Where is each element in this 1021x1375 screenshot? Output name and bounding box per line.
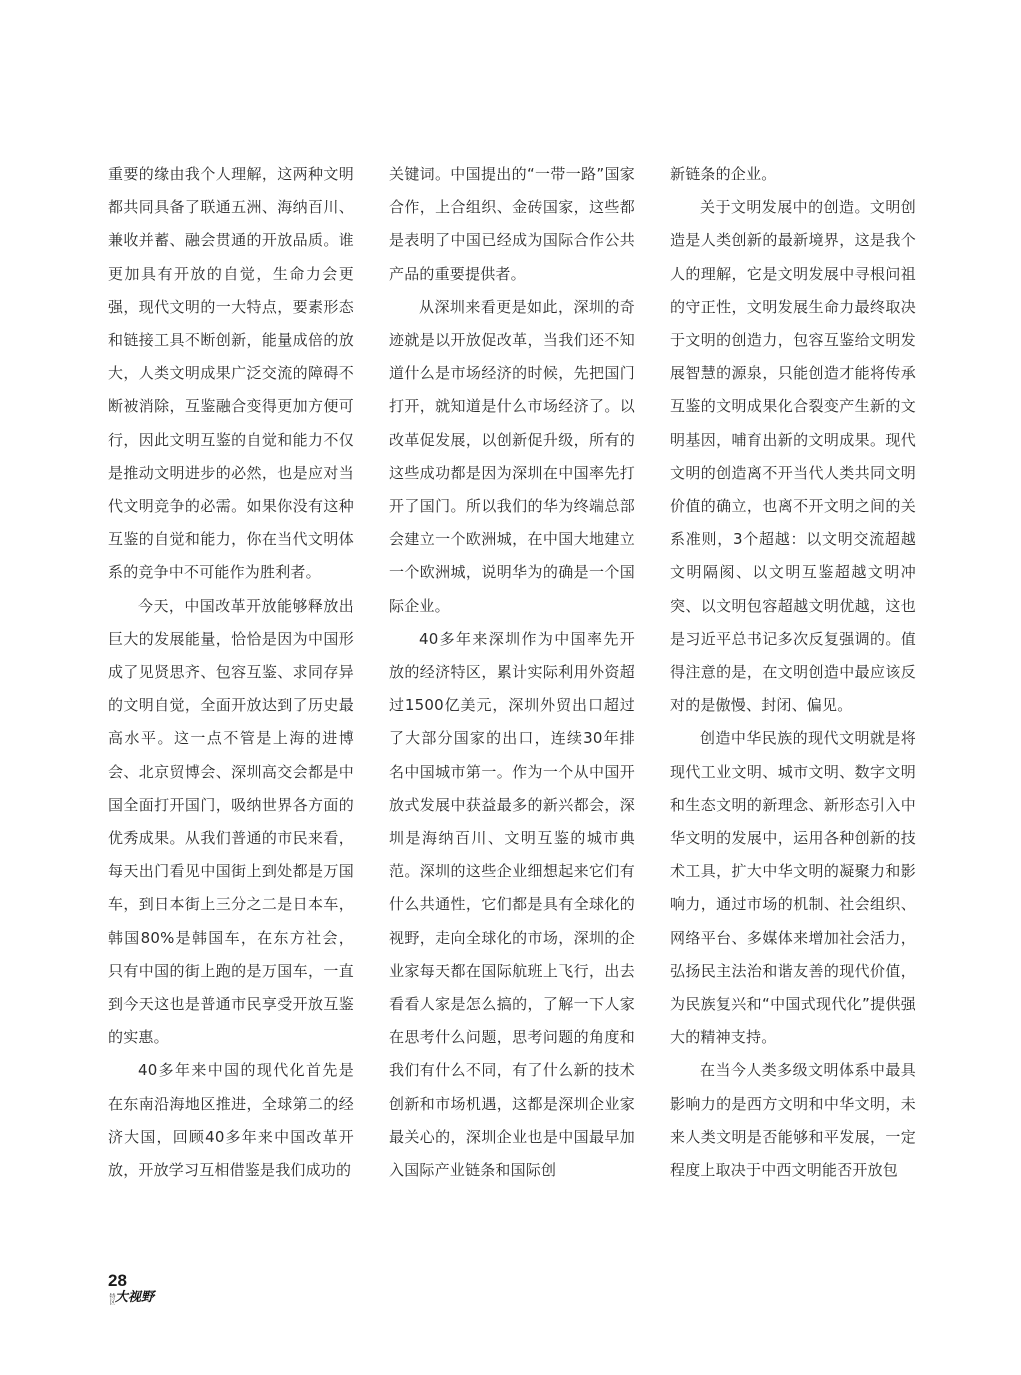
paragraph: 40多年来中国的现代化首先是在东南沿海地区推进，全球第二的经济大国，回顾40多年来中国改革开放，开放学习互相借鉴是我们成功的 xyxy=(108,1061,354,1180)
page-footer xyxy=(108,1272,154,1305)
page-number: 28 xyxy=(108,1271,127,1290)
paragraph: 今天，中国改革开放能够释放出巨大的发展能量，恰恰是因为中国形成了见贤思齐、包容互鉴、求同存异的文明自觉，全面开放达到了历史最高水平。这一点不管是上海的进博会、北京贸博会、深圳高交会都是中国全面打开国门，吸纳世界各方面的优秀成果。从我们普通的市民来看，每天出门看见中国街上到处都是万国车，到日本街上三分之二是日本车，韩国80%是韩国车，在东方社会，只有中国的街上跑的是万国车，一直到今天这也是普通市民享受开放互鉴的实惠。 xyxy=(108,596,354,1047)
magazine-logo-prefix: 特区 xyxy=(108,1293,115,1305)
text-column-3 xyxy=(670,158,916,1187)
magazine-logo-name: 大视野 xyxy=(115,1290,155,1305)
paragraph: 在当今人类多级文明体系中最具影响力的是西方文明和中华文明，未来人类文明是否能够和平发展，一定程度上取决于中西文明能否开放包 xyxy=(670,1061,916,1180)
paragraph: 重要的缘由我个人理解，这两种文明都共同具备了联通五洲、海纳百川、兼收并蓄、融会贯通的开放品质。谁更加具有开放的自觉，生命力会更强，现代文明的一大特点，要素形态和链接工具不断创新，能量成倍的放大，人类文明成果广泛交流的障碍不断被消除，互鉴融合变得更加方便可行，因此文明互鉴的自觉和能力不仅是推动文明进步的必然，也是应对当代文明竞争的必需。如果你没有这种互鉴的自觉和能力，你在当代文明体系的竞争中不可能作为胜利者。 xyxy=(108,165,354,582)
paragraph: 40多年来深圳作为中国率先开放的经济特区，累计实际利用外资超过1500亿美元，深圳外贸出口超过了大部分国家的出口，连续30年排名中国城市第一。作为一个从中国开放式发展中获益最多的新兴都会，深圳是海纳百川、文明互鉴的城市典范。深圳的这些企业细想起来它们有什么共通性，它们都是具有全球化的视野，走向全球化的市场，深圳的企业家每天都在国际航班上飞行，出去看看人家是怎么搞的，了解一下人家在思考什么问题，思考问题的角度和我们有什么不同，有了什么新的技术创新和市场机遇，这都是深圳企业家最关心的，深圳企业也是中国最早加入国际产业链条和国际创 xyxy=(389,629,635,1180)
paragraph: 创造中华民族的现代文明就是将现代工业文明、城市文明、数字文明和生态文明的新理念、新形态引入中华文明的发展中，运用各种创新的技术工具，扩大中华文明的凝聚力和影响力，通过市场的机制、社会组织、网络平台、多媒体来增加社会活力，弘扬民主法治和谐友善的现代价值，为民族复兴和“中国式现代化”提供强大的精神支持。 xyxy=(670,729,916,1047)
text-column-1 xyxy=(108,158,354,1187)
paragraph: 新链条的企业。 xyxy=(670,165,777,183)
paragraph: 关于文明发展中的创造。文明创造是人类创新的最新境界，这是我个人的理解，它是文明发展中寻根问祖的守正性，文明发展生命力最终取决于文明的创造力，包容互鉴给文明发展智慧的源泉，只能创造才能将传承互鉴的文明成果化合裂变产生新的文明基因，哺育出新的文明成果。现代文明的创造离不开当代人类共同文明价值的确立，也离不开文明之间的关系准则，3个超越：以文明交流超越文明隔阂、以文明互鉴超越文明冲突、以文明包容超越文明优越，这也是习近平总书记多次反复强调的。值得注意的是，在文明创造中最应该反对的是傲慢、封闭、偏见。 xyxy=(670,198,916,715)
magazine-logo xyxy=(108,1291,154,1305)
text-column-2 xyxy=(389,158,635,1187)
paragraph: 关键词。中国提出的“一带一路”国家合作，上合组织、金砖国家，这些都是表明了中国已经成为国际合作公共产品的重要提供者。 xyxy=(389,165,635,283)
paragraph: 从深圳来看更是如此，深圳的奇迹就是以开放促改革，当我们还不知道什么是市场经济的时候，先把国门打开，就知道是什么市场经济了。以改革促发展，以创新促升级，所有的这些成功都是因为深圳在中国率先打开了国门。所以我们的华为终端总部会建立一个欧洲城，在中国大地建立一个欧洲城，说明华为的确是一个国际企业。 xyxy=(389,297,635,615)
